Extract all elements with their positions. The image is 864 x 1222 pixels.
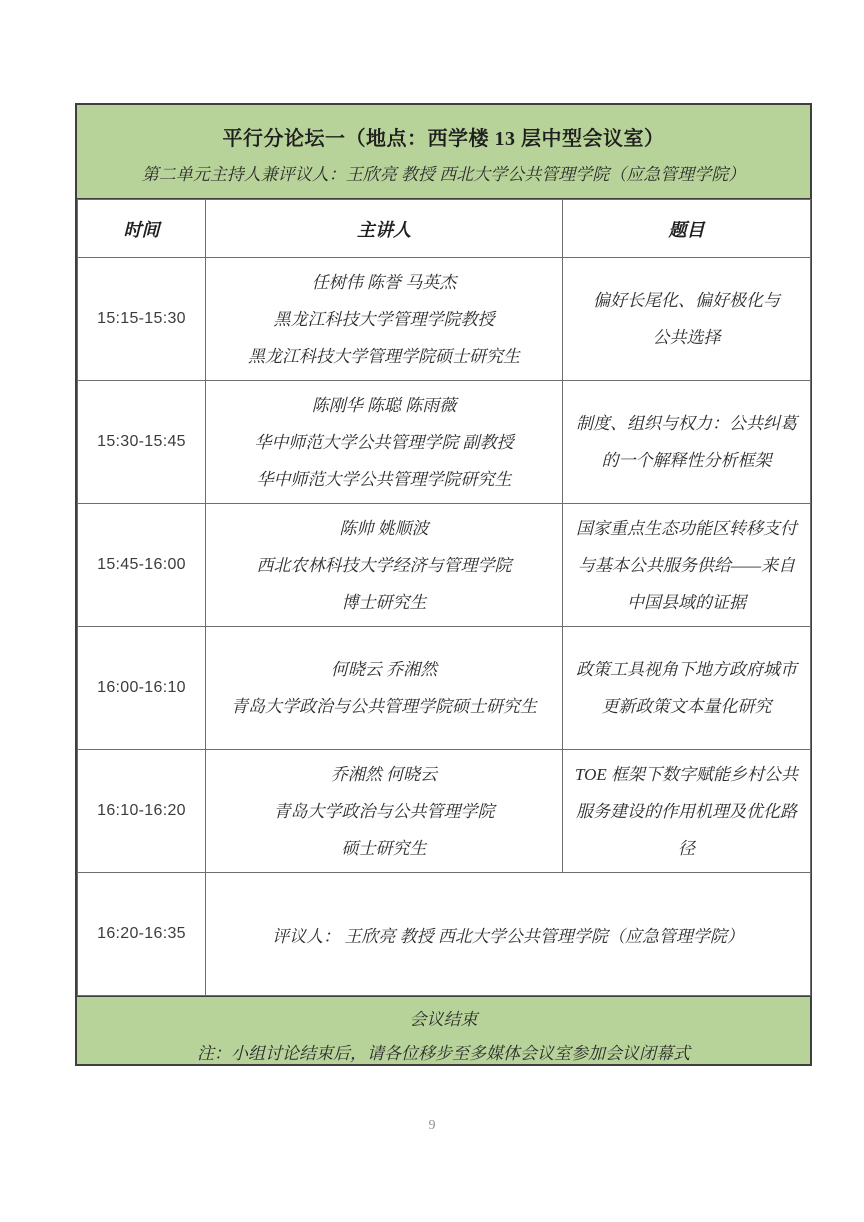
table-row-discussant — [78, 873, 811, 996]
topic-line: 国家重点生态功能区转移支付 — [576, 518, 797, 538]
topic-line: 的一个解释性分析框架 — [601, 451, 772, 470]
topic-line: 制度、组织与权力：公共纠葛 — [576, 414, 797, 433]
table-row — [78, 381, 811, 504]
time-cell: 15:15-15:30 — [78, 258, 206, 381]
speaker-cell — [206, 504, 563, 627]
table-row — [78, 258, 811, 381]
topic-cell — [563, 627, 811, 750]
discussant-cell — [206, 873, 811, 996]
speaker-line: 陈刚华 陈聪 陈雨薇 — [311, 395, 457, 415]
speaker-line: 博士研究生 — [341, 592, 427, 612]
forum-program-table — [75, 103, 812, 1066]
table-row — [78, 750, 811, 873]
speaker-line: 硕士研究生 — [341, 838, 427, 858]
topic-line: 偏好长尾化、偏好极化与 — [593, 291, 780, 310]
topic-line: 公共选择 — [652, 328, 721, 347]
page-number: 9 — [428, 1118, 436, 1133]
speaker-line: 华中师范大学公共管理学院研究生 — [256, 469, 512, 489]
column-header-topic: 题目 — [563, 200, 811, 258]
table-row — [78, 504, 811, 627]
speaker-line: 何晓云 乔湘然 — [330, 660, 438, 679]
topic-cell — [563, 258, 811, 381]
discussant-text: 评议人： 王欣亮 教授 西北大学公共管理学院（应急管理学院） — [272, 926, 744, 946]
time-cell: 15:45-16:00 — [78, 504, 206, 627]
time-cell: 15:30-15:45 — [78, 381, 206, 504]
topic-cell — [563, 381, 811, 504]
topic-cell — [563, 750, 811, 873]
speaker-line: 任树伟 陈誉 马英杰 — [311, 272, 457, 292]
speaker-line: 乔湘然 何晓云 — [330, 764, 438, 784]
time-cell: 16:00-16:10 — [78, 627, 206, 750]
speaker-line: 华中师范大学公共管理学院 副教授 — [254, 432, 514, 452]
speaker-line: 西北农林科技大学经济与管理学院 — [256, 555, 512, 575]
topic-line: 政策工具视角下地方政府城市 — [576, 660, 797, 679]
speaker-cell — [206, 381, 563, 504]
topic-cell — [563, 504, 811, 627]
column-header-time: 时间 — [78, 200, 206, 258]
topic-line: 服务建设的作用机理及优化路 — [576, 801, 797, 821]
speaker-cell — [206, 627, 563, 750]
speaker-cell — [206, 258, 563, 381]
speaker-line: 陈帅 姚顺波 — [339, 518, 429, 538]
topic-line: TOE 框架下数字赋能乡村公共 — [574, 764, 799, 784]
speaker-cell — [206, 750, 563, 873]
speaker-line: 黑龙江科技大学管理学院教授 — [273, 309, 495, 329]
schedule-table — [77, 199, 811, 996]
table-row — [78, 627, 811, 750]
topic-line: 中国县域的证据 — [627, 592, 746, 612]
table-header-row — [78, 200, 811, 258]
forum-subtitle: 第二单元主持人兼评议人：王欣亮 教授 西北大学公共管理学院（应急管理学院） — [141, 165, 746, 184]
forum-title: 平行分论坛一（地点：西学楼 13 层中型会议室） — [222, 128, 665, 150]
speaker-line: 青岛大学政治与公共管理学院 — [273, 801, 495, 821]
column-header-speaker: 主讲人 — [206, 200, 563, 258]
topic-line: 更新政策文本量化研究 — [601, 697, 772, 716]
forum-header-band — [77, 105, 810, 199]
speaker-line: 黑龙江科技大学管理学院硕士研究生 — [248, 346, 520, 366]
time-cell: 16:20-16:35 — [78, 873, 206, 996]
topic-line: 与基本公共服务供给——来自 — [577, 555, 796, 575]
closing-ceremony-note: 注：小组讨论结束后，请各位移步至多媒体会议室参加会议闭幕式 — [197, 1044, 690, 1063]
topic-line: 径 — [678, 838, 695, 858]
forum-footer-band — [77, 996, 810, 1064]
time-cell: 16:10-16:20 — [78, 750, 206, 873]
meeting-end-label: 会议结束 — [409, 1010, 478, 1029]
speaker-line: 青岛大学政治与公共管理学院硕士研究生 — [231, 697, 537, 716]
